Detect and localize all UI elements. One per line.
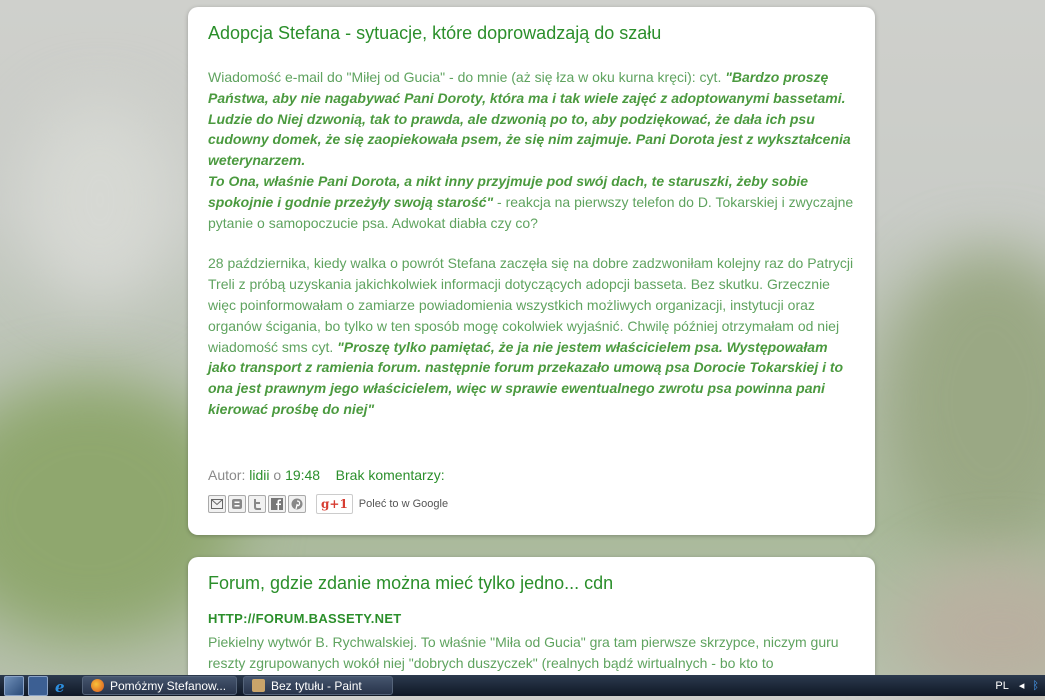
post-card bbox=[188, 557, 875, 687]
system-tray bbox=[995, 679, 1045, 692]
post-quote: "Proszę tylko pamiętać, że ja nie jestem właścicielem psa. Występowałam jako transport z ramienia forum. następnie forum przekazało umową psa Dorocie Tokarskiej i to ona jest prawnym jego właścicielem, więc w sprawie ewentualnego zwrotu psa powinna pani kierować prośbę do niej" bbox=[208, 338, 844, 417]
paint-icon bbox=[252, 679, 265, 692]
post-text: - reakcja na pierwszy telefon do D. Tokarskiej i zwyczajne pytanie o samopoczucie psa. Adwokat diabła czy co? bbox=[208, 193, 854, 231]
tray-expand-icon[interactable]: ◂ bbox=[1018, 680, 1025, 692]
post-quote: "Bardzo proszę Państwa, aby nie nagabywać Pani Doroty, która ma i tak wiele zajęć z adoptowanymi bassetami. Ludzie do Niej dzwonią, tak to prawda, ale dzwonią po to, aby podziękować, że dała ich psu cudowny domek, że się zaopiekowała psem, że się nim zajmuje. Pani Dorota jest z wykształcenia weterynarzem. bbox=[208, 69, 851, 169]
taskbar-task-browser[interactable] bbox=[82, 676, 237, 695]
facebook-share-button[interactable] bbox=[268, 495, 286, 513]
twitter-share-button[interactable] bbox=[248, 495, 266, 513]
blogger-icon bbox=[231, 498, 243, 510]
share-row bbox=[208, 494, 448, 514]
firefox-icon bbox=[91, 679, 104, 692]
language-indicator[interactable]: PL bbox=[995, 679, 1009, 692]
recommend-text: Poleć to w Google bbox=[358, 498, 449, 510]
post-text: 28 października, kiedy walka o powrót Stefana zaczęła się na dobre zadzwoniłam kolejny raz do Patrycji Treli z próbą uzyskania jakichkolwiek informacji dotyczących adopcji basseta. Bez skutku. Grzecznie więc poinformowałam o zamiarze powiadomienia wszystkich możliwych organizacji, instytucji oraz organów ścigania, bo tylko w ten sposób mogę cokolwiek wyjaśnić. Chwilę później otrzymałam od niej wiadomość sms cyt. bbox=[208, 255, 854, 355]
show-desktop-icon[interactable] bbox=[4, 676, 24, 696]
post-footer bbox=[208, 467, 445, 483]
svg-text:e: e bbox=[55, 677, 65, 694]
post-body bbox=[208, 67, 855, 420]
internet-explorer-icon[interactable] bbox=[52, 677, 70, 695]
author-prefix: Autor: bbox=[208, 467, 246, 483]
pinterest-icon bbox=[291, 498, 303, 510]
email-share-button[interactable] bbox=[208, 495, 226, 513]
window-switcher-icon[interactable] bbox=[28, 676, 48, 696]
email-icon bbox=[211, 499, 223, 509]
forum-link[interactable]: HTTP://FORUM.BASSETY.NET bbox=[208, 611, 402, 626]
comments-link[interactable]: Brak komentarzy: bbox=[335, 467, 445, 483]
facebook-icon bbox=[271, 498, 283, 510]
bluetooth-icon[interactable]: ᛒ bbox=[1032, 679, 1039, 692]
post-text: Piekielny wytwór B. Rychwalskiej. To właśnie "Miła od Gucia" gra tam pierwsze skrzypce, niczym guru reszty zgrupowanych wokół niej "dobrych duszyczek" (realnych bądź wirtualnych - bo kto to bbox=[208, 634, 839, 671]
taskbar bbox=[0, 675, 1045, 696]
author-link[interactable]: lidii bbox=[249, 467, 270, 483]
post-title[interactable]: Forum, gdzie zdanie można mieć tylko jedno... cdn bbox=[208, 573, 614, 593]
time-prefix: o bbox=[273, 467, 282, 483]
post-quote: To Ona, właśnie Pani Dorota, a nikt inny przyjmuje pod swój dach, te staruszki, żeby sobie spokojnie i godnie przeżyły swoją starość" bbox=[208, 172, 809, 210]
blogger-share-button[interactable] bbox=[228, 495, 246, 513]
twitter-icon bbox=[251, 498, 263, 510]
post-text: Wiadomość e-mail do "Miłej od Gucia" - do mnie (aż się łza w oku kurna kręci): cyt. bbox=[208, 69, 722, 85]
google-plus-button[interactable]: g+1 bbox=[316, 494, 353, 514]
post-card bbox=[188, 7, 875, 535]
pinterest-share-button[interactable] bbox=[288, 495, 306, 513]
taskbar-task-paint[interactable] bbox=[243, 676, 393, 695]
post-time-link[interactable]: 19:48 bbox=[285, 467, 321, 483]
taskbar-task-label: Pomóżmy Stefanow... bbox=[110, 678, 227, 693]
taskbar-task-label: Bez tytułu - Paint bbox=[271, 678, 362, 693]
post-title[interactable]: Adopcja Stefana - sytuacje, które doprowadzają do szału bbox=[208, 23, 662, 43]
